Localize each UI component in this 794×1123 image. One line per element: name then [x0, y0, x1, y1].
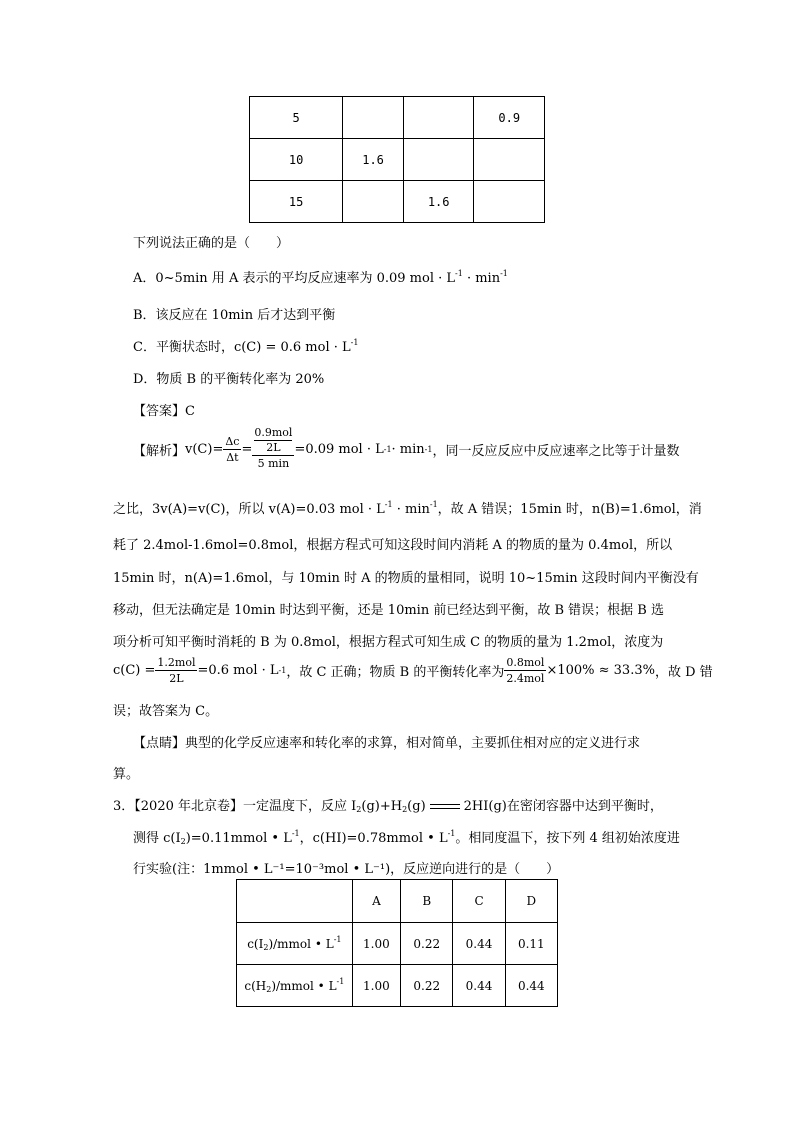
option-d: D．物质 B 的平衡转化率为 20%	[133, 372, 325, 387]
answer-line	[133, 400, 195, 419]
analysis-line-8: 误；故答案为 C。	[113, 704, 219, 719]
exponent: -1	[429, 500, 438, 509]
row-label	[237, 965, 353, 1007]
data-table	[249, 96, 545, 223]
question-3-line-1	[113, 795, 663, 814]
fraction-part: 2L	[266, 441, 281, 454]
table-cell	[474, 181, 545, 223]
comment-label: 【点睛】	[133, 736, 186, 751]
table-cell: C	[453, 880, 505, 923]
analysis-text: ，故 C 正确；物质 B 的平衡转化率为	[286, 664, 505, 680]
formula-text: · min	[391, 441, 425, 457]
question-3-line-2	[133, 827, 680, 846]
analysis-label: 【解析】	[133, 443, 186, 459]
subscript: 2	[266, 985, 272, 994]
table-cell: B	[401, 880, 453, 923]
analysis-line-1	[133, 424, 679, 474]
table-row	[250, 139, 545, 181]
exponent: -1	[447, 829, 456, 838]
table-cell: 0.11	[505, 923, 557, 965]
label-text: c(I	[247, 937, 264, 951]
question-text: 2HI(g)在密闭容器中达到平衡时，	[463, 799, 663, 814]
table-cell: 15	[250, 181, 343, 223]
answer-value: C	[185, 404, 195, 419]
option-c-text: C．平衡状态时，	[133, 340, 234, 355]
option-b: B．该反应在 10min 后才达到平衡	[133, 308, 336, 323]
formula-text: c(C) =	[113, 662, 156, 678]
table-cell: D	[505, 880, 557, 923]
source-tag: 【2020 年北京卷】	[134, 799, 243, 814]
formula-text: =	[241, 441, 253, 457]
fraction-conversion	[504, 655, 546, 686]
table-cell: 0.22	[401, 965, 453, 1007]
table-cell: 10	[250, 139, 343, 181]
fraction-denominator: 2L	[169, 671, 184, 685]
table-cell	[343, 97, 404, 139]
comment-line-1	[133, 732, 640, 751]
formula-text: v(C)=	[185, 441, 224, 457]
question-text: ，c(HI)=0.78mmol • L	[299, 831, 448, 846]
question-text: 。相同度温下，按下列 4 组初始浓度进	[455, 831, 680, 846]
exponent: -1	[336, 977, 345, 986]
fraction-rate	[252, 426, 294, 472]
analysis-line-6: 项分析可知平衡时消耗的 B 为 0.8mol，根据方程式可知生成 C 的物质的量为 1.2mol，浓度为	[113, 635, 664, 650]
comment-line-2: 算。	[113, 767, 140, 782]
label-text: )/mmol • L	[271, 979, 337, 993]
table-row	[237, 923, 558, 965]
concentration-table	[236, 879, 558, 1007]
question-text: (g)	[407, 799, 426, 814]
fraction-denominator: 2.4mol	[506, 671, 545, 685]
table-header-row	[237, 880, 558, 923]
table-cell	[237, 880, 353, 923]
equilibrium-arrow-icon	[430, 803, 460, 811]
answer-label: 【答案】	[133, 404, 186, 419]
option-a-unit: 0.09 mol · L	[376, 271, 456, 286]
subscript: 2	[263, 943, 269, 952]
question-3-line-3: 行实验(注：1mmol • L⁻¹=10⁻³mol • L⁻¹)，反应逆向进行的是（ ）	[133, 862, 560, 877]
exponent: -1	[455, 269, 463, 278]
formula-text: =0.6 mol · L	[197, 662, 279, 678]
analysis-text: ，同一反应反应中反应速率之比等于计量数	[432, 443, 680, 459]
table-cell: 5	[250, 97, 343, 139]
option-a-text: A．0~5min 用 A 表示的平均反应速率为	[133, 271, 377, 286]
exponent: -1	[278, 665, 287, 675]
question-prompt: 下列说法正确的是（ ）	[133, 236, 290, 251]
question-text: 一定温度下，反应 I	[243, 799, 357, 814]
fraction-part: 0.9mol	[254, 426, 293, 439]
exponent: -1	[350, 338, 359, 347]
exponent: -1	[424, 444, 433, 454]
table-cell	[403, 139, 474, 181]
subscript: 2	[356, 805, 362, 814]
exponent: -1	[384, 500, 393, 509]
comment-text: 典型的化学反应速率和转化率的求算，相对简单，主要抓住相对应的定义进行求	[185, 736, 641, 751]
row-label	[237, 923, 353, 965]
formula-text: ×100% ≈ 33.3%	[546, 662, 655, 678]
table-cell: 0.9	[474, 97, 545, 139]
fraction-denominator: 5 min	[257, 457, 290, 470]
analysis-line-5: 移动，但无法确定是 10min 时达到平衡，还是 10min 前已经达到平衡，故 B 错误；根据 B 选	[113, 603, 664, 618]
label-text: )/mmol • L	[268, 937, 334, 951]
table-cell: 0.22	[401, 923, 453, 965]
fraction-numerator: 0.8mol	[506, 655, 545, 669]
analysis-text: ，故 D 错	[654, 664, 713, 680]
analysis-line-2	[113, 498, 702, 517]
option-a-unit2: · min	[462, 271, 501, 286]
table-cell	[343, 181, 404, 223]
exponent: -1	[333, 935, 342, 944]
option-c	[133, 336, 358, 355]
table-cell: 1.00	[352, 965, 400, 1007]
question-text: 测得 c(I	[133, 831, 181, 846]
fraction-concentration	[155, 655, 197, 686]
exponent: -1	[383, 444, 392, 454]
label-text: c(H	[244, 979, 267, 993]
analysis-line-4: 15min 时，n(A)=1.6mol，与 10min 时 A 的物质的量相同，说明 10~15min 这段时间内平衡没有	[113, 571, 699, 586]
fraction-numerator: Δc	[225, 434, 240, 448]
table-cell: 1.6	[343, 139, 404, 181]
table-cell: 1.6	[403, 181, 474, 223]
question-number: 3．	[113, 799, 135, 814]
exponent: -1	[291, 829, 300, 838]
exponent: -1	[500, 269, 508, 278]
table-cell: 1.00	[352, 923, 400, 965]
table-row	[250, 97, 545, 139]
table-row	[237, 965, 558, 1007]
subscript: 2	[180, 837, 186, 846]
fraction-dc-dt	[223, 434, 241, 465]
analysis-line-3: 耗了 2.4mol-1.6mol=0.8mol，根据方程式可知这段时间内消耗 A 的物质的量为 0.4mol，所以	[113, 538, 673, 553]
fraction-numerator: 1.2mol	[157, 655, 196, 669]
analysis-text: 之比，3v(A)=v(C)，所以 v(A)=0.03 mol · L	[113, 502, 385, 517]
table-cell	[403, 97, 474, 139]
table-cell	[474, 139, 545, 181]
fraction-numerator	[252, 426, 294, 456]
fraction-denominator: Δt	[226, 450, 239, 464]
table-cell: 0.44	[453, 965, 505, 1007]
analysis-text: · min	[392, 502, 430, 517]
subscript: 2	[402, 805, 408, 814]
question-text: )=0.11mmol • L	[185, 831, 292, 846]
table-cell: A	[352, 880, 400, 923]
table-row	[250, 181, 545, 223]
option-c-expr: c(C) = 0.6 mol · L	[233, 340, 351, 355]
analysis-text: ，故 A 错误；15min 时，n(B)=1.6mol，消	[437, 502, 702, 517]
analysis-line-7	[113, 651, 713, 689]
option-a	[133, 267, 508, 286]
question-text: (g)+H	[361, 799, 403, 814]
formula-text: =0.09 mol · L	[294, 441, 384, 457]
table-cell: 0.44	[505, 965, 557, 1007]
table-cell: 0.44	[453, 923, 505, 965]
